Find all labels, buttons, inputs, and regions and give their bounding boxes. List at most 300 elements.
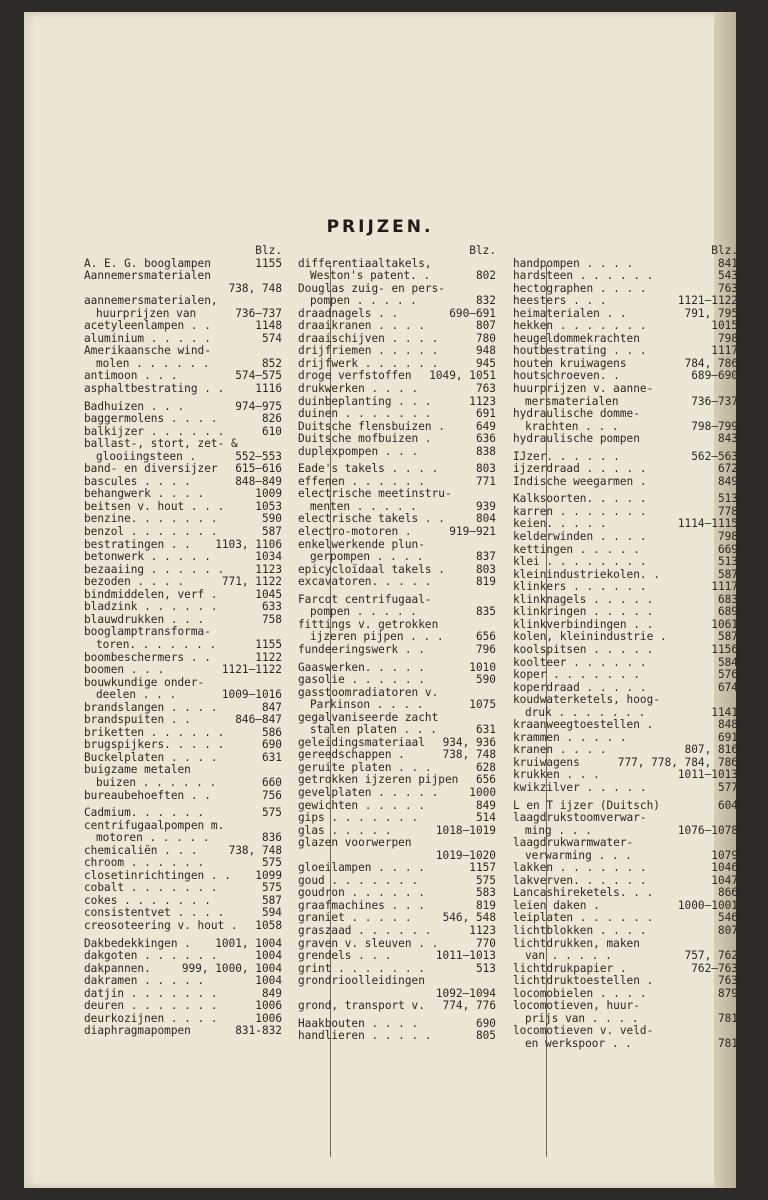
index-term: kelderwinden . . . . bbox=[513, 530, 647, 544]
index-entry bbox=[298, 644, 496, 657]
page-number: 1011—1013 bbox=[435, 949, 496, 963]
page-number: 1047 bbox=[711, 873, 738, 887]
index-term: krachten . . . bbox=[525, 419, 619, 433]
index-term: droge verfstoffen bbox=[298, 369, 412, 383]
page-number: 798 bbox=[717, 331, 738, 345]
index-term: handlieren . . . . . bbox=[298, 1029, 432, 1043]
index-term: koperdraad . . . . . bbox=[513, 680, 647, 694]
index-term: Indische weegarmen . bbox=[513, 474, 647, 488]
page-number: 762—763 bbox=[691, 961, 738, 975]
index-entry bbox=[513, 669, 738, 682]
page-number: 778 bbox=[717, 504, 738, 518]
page-number: 1010 bbox=[469, 660, 496, 674]
page-number: 756 bbox=[261, 788, 282, 802]
index-term: creosoteering v. hout . bbox=[84, 918, 238, 932]
index-term: Badhuizen . . . bbox=[84, 399, 185, 413]
page-number: 543 bbox=[717, 269, 738, 283]
index-term: en werkspoor . . bbox=[525, 1036, 632, 1050]
index-term: duinbeplanting . . . bbox=[298, 394, 432, 408]
page-number: 546 bbox=[717, 911, 738, 925]
page-number: 1092—1094 bbox=[435, 986, 496, 1000]
page-number: 774, 776 bbox=[442, 999, 496, 1013]
index-term: laagdrukwarmwater- bbox=[513, 836, 634, 850]
page-number: 796 bbox=[475, 642, 496, 656]
index-term: klinkringen . . . . . bbox=[513, 605, 654, 619]
page-number: 1000 bbox=[469, 785, 496, 799]
page-number: 586 bbox=[261, 725, 282, 739]
index-term: geruite platen . . . bbox=[298, 760, 432, 774]
page-number: 835 bbox=[475, 605, 496, 619]
page-number: 1076—1078 bbox=[677, 823, 738, 837]
index-term: locomotieven v. veld- bbox=[513, 1024, 654, 1038]
page-number: 948 bbox=[475, 344, 496, 358]
page-number: 604 bbox=[717, 798, 738, 812]
index-entry bbox=[513, 719, 738, 732]
index-entry bbox=[298, 925, 496, 938]
page-number: 1009—1016 bbox=[221, 688, 282, 702]
page-number: 832 bbox=[475, 294, 496, 308]
page-number: 838 bbox=[475, 444, 496, 458]
index-term: geleidingsmateriaal bbox=[298, 735, 425, 749]
page-number: 674 bbox=[717, 680, 738, 694]
index-term: kleinindustriekolen. . bbox=[513, 567, 660, 581]
page-number: 757, 762 bbox=[684, 949, 738, 963]
index-term: acetyleenlampen . . bbox=[84, 319, 211, 333]
column-header: Blz. bbox=[711, 244, 738, 257]
index-entry bbox=[513, 950, 738, 963]
index-entry bbox=[84, 832, 282, 845]
index-term: goud . . . . . . . bbox=[298, 873, 419, 887]
index-term: krammen . . . . . bbox=[513, 730, 627, 744]
index-entry bbox=[298, 749, 496, 762]
index-entry bbox=[298, 446, 496, 459]
index-term: Weston's patent. . bbox=[310, 269, 431, 283]
index-term: datjin . . . . . . . bbox=[84, 986, 218, 1000]
index-entry bbox=[298, 408, 496, 421]
page-number: 1015 bbox=[711, 319, 738, 333]
index-term: gerpompen . . . . bbox=[310, 550, 424, 564]
index-term: ijzeren pijpen . . . bbox=[310, 630, 444, 644]
index-term: boombeschermers . . bbox=[84, 650, 211, 664]
index-term: glazen voorwerpen bbox=[298, 836, 412, 850]
page-number: 562—563 bbox=[691, 449, 738, 463]
index-term: electrische takels . . bbox=[298, 512, 445, 526]
page-number: 1006 bbox=[255, 999, 282, 1013]
index-entry bbox=[298, 1000, 496, 1013]
index-entry bbox=[84, 295, 282, 308]
index-term: bladzink . . . . . . bbox=[84, 600, 218, 614]
index-term: kwikzilver . . . . . bbox=[513, 780, 647, 794]
index-entry bbox=[84, 950, 282, 963]
index-term: electro-motoren . bbox=[298, 525, 412, 539]
page-number: 798 bbox=[717, 530, 738, 544]
index-term: baggermolens . . . . bbox=[84, 412, 218, 426]
page-number: 837 bbox=[475, 550, 496, 564]
index-term: Farcot centrifugaal- bbox=[298, 592, 432, 606]
index-term: toren. . . . . . . bbox=[96, 637, 217, 651]
page-number: 1148 bbox=[255, 319, 282, 333]
index-term: graven v. sleuven . . bbox=[298, 936, 439, 950]
index-term: verwarming . . . bbox=[525, 848, 632, 862]
index-term: graniet . . . . . bbox=[298, 911, 412, 925]
index-term: closetinrichtingen . . bbox=[84, 868, 231, 882]
index-entry bbox=[298, 975, 496, 988]
page-number: 1156 bbox=[711, 642, 738, 656]
page-number: 934, 936 bbox=[442, 735, 496, 749]
index-entry bbox=[513, 295, 738, 308]
index-term: blauwdrukken . . . bbox=[84, 612, 205, 626]
page-number: 656 bbox=[475, 630, 496, 644]
index-term: beitsen v. hout . . . bbox=[84, 499, 225, 513]
page-number: 1075 bbox=[469, 698, 496, 712]
index-entry bbox=[513, 320, 738, 333]
index-term: gevelplaten . . . . . bbox=[298, 785, 439, 799]
index-term: Douglas zuig- en pers- bbox=[298, 281, 445, 295]
index-term: effenen . . . . . . bbox=[298, 474, 425, 488]
page-number: 1155 bbox=[255, 637, 282, 651]
index-term: Buckelplaten . . . . bbox=[84, 750, 218, 764]
page-number: 552—553 bbox=[235, 449, 282, 463]
page-number: 587 bbox=[717, 567, 738, 581]
index-term: prijs van . . . . bbox=[525, 1011, 639, 1025]
page-number: 587 bbox=[717, 630, 738, 644]
page-number: 852 bbox=[261, 356, 282, 370]
index-term: bezaaiing . . . . . . bbox=[84, 562, 225, 576]
index-term: IJzer. . . . . . bbox=[513, 449, 620, 463]
index-term: heimaterialen . . bbox=[513, 306, 627, 320]
page-number: 807 bbox=[475, 319, 496, 333]
index-term: gegalvaniseerde zacht bbox=[298, 710, 439, 724]
index-term: centrifugaalpompen m. bbox=[84, 818, 225, 832]
page-title: PRIJZEN. bbox=[326, 217, 434, 237]
index-entry bbox=[298, 724, 496, 737]
index-term: klinkers . . . . . . bbox=[513, 580, 647, 594]
index-entry bbox=[513, 383, 738, 396]
page-number: 1116 bbox=[255, 382, 282, 396]
index-term: locomotieven, huur- bbox=[513, 999, 640, 1013]
page-number: 974—975 bbox=[235, 399, 282, 413]
index-entry bbox=[513, 606, 738, 619]
index-term: menten . . . . . bbox=[310, 499, 417, 513]
index-term: Parkinson . . . . bbox=[310, 698, 424, 712]
index-entry bbox=[84, 320, 282, 333]
index-term: grondrioolleidingen bbox=[298, 974, 425, 988]
index-term: Haakbouten . . . . bbox=[298, 1016, 419, 1030]
index-term: lichtdrukken, maken bbox=[513, 936, 640, 950]
page-number: 1053 bbox=[255, 499, 282, 513]
page-number: 1019—1020 bbox=[435, 848, 496, 862]
page-number: 689—690 bbox=[691, 369, 738, 383]
page-number: 1046 bbox=[711, 861, 738, 875]
page-number: 805 bbox=[475, 1029, 496, 1043]
index-entry bbox=[513, 476, 738, 489]
page-number: 689 bbox=[717, 605, 738, 619]
page-number: 587 bbox=[261, 525, 282, 539]
index-term: motoren . . . . . bbox=[96, 831, 210, 845]
page-number: 1009 bbox=[255, 487, 282, 501]
index-term: betonwerk . . . . . bbox=[84, 550, 211, 564]
index-term: glas . . . . . bbox=[298, 823, 392, 837]
index-term: gewichten . . . . . bbox=[298, 798, 425, 812]
index-term: drukwerken . . . . bbox=[298, 382, 419, 396]
index-term: buizen . . . . . . bbox=[96, 775, 217, 789]
page-number: 514 bbox=[475, 811, 496, 825]
index-term: fittings v. getrokken bbox=[298, 617, 439, 631]
index-term: behangwerk . . . . bbox=[84, 487, 205, 501]
page-number: 738, 748 bbox=[442, 748, 496, 762]
page-number: 656 bbox=[475, 773, 496, 787]
index-term: graszaad . . . . . . bbox=[298, 923, 432, 937]
index-entry bbox=[84, 975, 282, 988]
index-term: balkijzer . . . . . . bbox=[84, 424, 225, 438]
index-entry bbox=[513, 925, 738, 938]
index-entry bbox=[298, 270, 496, 283]
index-term: leien daken . bbox=[513, 898, 600, 912]
index-entry bbox=[513, 644, 738, 657]
index-entry bbox=[513, 408, 738, 421]
page-number: 791, 795 bbox=[684, 306, 738, 320]
page-number: 784, 786 bbox=[684, 356, 738, 370]
index-term: lichtdruktoestellen . bbox=[513, 974, 654, 988]
page-number: 777, 778, 784, 786 bbox=[617, 755, 738, 769]
index-entry bbox=[84, 1025, 282, 1038]
page-number: 999, 1000, 1004 bbox=[181, 961, 282, 975]
page-number: 577 bbox=[717, 780, 738, 794]
index-entry bbox=[513, 556, 738, 569]
index-term: koolspitsen . . . . . bbox=[513, 642, 654, 656]
index-term: draadnagels . . bbox=[298, 306, 399, 320]
page-number: 738, 748 bbox=[228, 281, 282, 295]
index-entry bbox=[298, 862, 496, 875]
index-entry bbox=[298, 576, 496, 589]
index-term: diaphragmapompen bbox=[84, 1024, 191, 1038]
index-entry bbox=[298, 837, 496, 850]
index-entry bbox=[298, 1030, 496, 1043]
index-term: laagdrukstoomverwar- bbox=[513, 811, 647, 825]
page-number: 691 bbox=[717, 730, 738, 744]
index-term: koudwaterketels, hoog- bbox=[513, 693, 660, 707]
page-number: 939 bbox=[475, 499, 496, 513]
index-entry bbox=[513, 862, 738, 875]
index-term: druk . . . . . . . bbox=[525, 705, 646, 719]
index-entry bbox=[84, 920, 282, 933]
index-term: dakramen . . . . . bbox=[84, 974, 205, 988]
index-entry bbox=[84, 857, 282, 870]
page-number: 1157 bbox=[469, 861, 496, 875]
page-number: 513 bbox=[717, 555, 738, 569]
index-term: electrische meetinstru- bbox=[298, 487, 452, 501]
index-entry bbox=[298, 295, 496, 308]
page-number: 763 bbox=[475, 382, 496, 396]
page-number: 807 bbox=[717, 923, 738, 937]
page-number: 669 bbox=[717, 542, 738, 556]
index-entry bbox=[298, 887, 496, 900]
page-number: 631 bbox=[261, 750, 282, 764]
index-entry bbox=[84, 576, 282, 589]
page-number: 1141 bbox=[711, 705, 738, 719]
index-entry bbox=[298, 674, 496, 687]
index-term: getrokken ijzeren pijpen bbox=[298, 773, 459, 787]
index-term: hydraulische domme- bbox=[513, 407, 640, 421]
index-term: kranen . . . . bbox=[513, 743, 607, 757]
index-term: brugspijkers. . . . . bbox=[84, 738, 225, 752]
page-number: 738, 748 bbox=[228, 843, 282, 857]
index-term: handpompen . . . . bbox=[513, 256, 634, 270]
index-term: hardsteen . . . . . . bbox=[513, 269, 654, 283]
index-term: benzol . . . . . . . bbox=[84, 525, 218, 539]
index-term: glooiingsteen . bbox=[96, 449, 197, 463]
column-header: Blz. bbox=[255, 244, 282, 257]
index-term: mersmaterialen bbox=[525, 394, 619, 408]
page-number: 683 bbox=[717, 592, 738, 606]
index-term: huurprijzen van bbox=[96, 306, 197, 320]
index-term: cobalt . . . . . . . bbox=[84, 881, 218, 895]
page-number: 574 bbox=[261, 331, 282, 345]
index-term: grendels . . . bbox=[298, 949, 392, 963]
index-term: lakverven. . . . . . bbox=[513, 873, 647, 887]
page-number: 1001, 1004 bbox=[215, 936, 282, 950]
index-column-2 bbox=[298, 245, 496, 1043]
index-term: grond, transport v. bbox=[298, 999, 425, 1013]
index-entry bbox=[298, 433, 496, 446]
page-number: 763 bbox=[717, 974, 738, 988]
index-term: houtschroeven. . bbox=[513, 369, 620, 383]
page-number: 610 bbox=[261, 424, 282, 438]
index-term: bureaubehoeften . . bbox=[84, 788, 211, 802]
page-number: 575 bbox=[261, 881, 282, 895]
index-term: draaikranen . . . . bbox=[298, 319, 425, 333]
index-term: chemicaliën . . . bbox=[84, 843, 198, 857]
page-number: 843 bbox=[717, 432, 738, 446]
page-number: 1006 bbox=[255, 1011, 282, 1025]
index-term: Amerikaansche wind- bbox=[84, 344, 211, 358]
index-entry bbox=[513, 1038, 738, 1051]
page-number: 841 bbox=[717, 256, 738, 270]
index-term: enkelwerkende plun- bbox=[298, 537, 425, 551]
index-term: L en T ijzer (Duitsch) bbox=[513, 798, 660, 812]
page-number: 819 bbox=[475, 898, 496, 912]
page-number: 1155 bbox=[255, 256, 282, 270]
index-term: hectographen . . . . bbox=[513, 281, 647, 295]
index-term: gloeilampen . . . . bbox=[298, 861, 425, 875]
index-term: Kalksoorten. . . . . bbox=[513, 492, 647, 506]
page-number: 628 bbox=[475, 760, 496, 774]
index-entry bbox=[513, 975, 738, 988]
index-entry bbox=[84, 438, 282, 451]
page-number: 1123 bbox=[469, 923, 496, 937]
index-term: Duitsche flensbuizen . bbox=[298, 419, 445, 433]
page-number: 636 bbox=[475, 432, 496, 446]
page-number: 770 bbox=[475, 936, 496, 950]
page-number: 849 bbox=[717, 474, 738, 488]
page-number: 691 bbox=[475, 407, 496, 421]
page-number: 513 bbox=[475, 961, 496, 975]
page-number: 1049, 1051 bbox=[429, 369, 496, 383]
index-term: huurprijzen v. aanne- bbox=[513, 382, 654, 396]
page-number: 846—847 bbox=[235, 713, 282, 727]
index-term: asphaltbestrating . . bbox=[84, 382, 225, 396]
index-term: klinknagels . . . . . bbox=[513, 592, 654, 606]
index-term: heugeldommekrachten bbox=[513, 331, 640, 345]
index-entry bbox=[84, 882, 282, 895]
index-term: gasolie . . . . . . bbox=[298, 673, 425, 687]
index-term: pompen . . . . . bbox=[310, 294, 417, 308]
page-number: 803 bbox=[475, 462, 496, 476]
page-number: 690—691 bbox=[449, 306, 496, 320]
index-term: bestratingen . . bbox=[84, 537, 191, 551]
page-number: 1079 bbox=[711, 848, 738, 862]
index-entry bbox=[84, 664, 282, 677]
index-term: briketten . . . . . . bbox=[84, 725, 225, 739]
index-entry bbox=[513, 463, 738, 476]
index-term: excavatoren. . . . . bbox=[298, 575, 432, 589]
page-number: 1099 bbox=[255, 868, 282, 882]
index-term: koolteer . . . . . . bbox=[513, 655, 647, 669]
page-number: 1018—1019 bbox=[435, 823, 496, 837]
page-number: 649 bbox=[475, 419, 496, 433]
index-entry bbox=[513, 837, 738, 850]
page-number: 849 bbox=[475, 798, 496, 812]
page-number: 879 bbox=[717, 986, 738, 1000]
index-entry bbox=[513, 887, 738, 900]
index-entry bbox=[513, 694, 738, 707]
index-term: kraanweegtoestellen . bbox=[513, 718, 654, 732]
index-term: bascules . . . . bbox=[84, 474, 191, 488]
index-term: bezoden . . . . bbox=[84, 575, 185, 589]
index-term: differentiaaltakels, bbox=[298, 256, 432, 270]
page-number: 804 bbox=[475, 512, 496, 526]
page-number: 826 bbox=[261, 412, 282, 426]
index-term: houtbestrating . . . bbox=[513, 344, 647, 358]
page-number: 866 bbox=[717, 886, 738, 900]
page-number: 672 bbox=[717, 462, 738, 476]
index-term: brandspuiten . . bbox=[84, 713, 191, 727]
index-entry bbox=[84, 714, 282, 727]
page-number: 1122 bbox=[255, 650, 282, 664]
index-term: duinen . . . . . . . bbox=[298, 407, 432, 421]
page-number: 736—737 bbox=[235, 306, 282, 320]
index-term: kolen, kleinindustrie . bbox=[513, 630, 667, 644]
index-entry bbox=[513, 433, 738, 446]
index-term: fundeeringswerk . . bbox=[298, 642, 425, 656]
page-number: 1123 bbox=[255, 562, 282, 576]
index-term: hekken . . . . . . . bbox=[513, 319, 647, 333]
index-term: klei . . . . . . . . bbox=[513, 555, 647, 569]
index-entry bbox=[513, 270, 738, 283]
index-entry bbox=[298, 551, 496, 564]
page-number: 771, 1122 bbox=[221, 575, 282, 589]
index-entry bbox=[84, 601, 282, 614]
index-term: booglamptransforma- bbox=[84, 625, 211, 639]
index-term: deelen . . . bbox=[96, 688, 177, 702]
index-term: krukken . . . bbox=[513, 768, 600, 782]
page-number: 1121—1122 bbox=[677, 294, 738, 308]
index-term: dakgoten . . . . . . bbox=[84, 949, 218, 963]
index-entry bbox=[84, 1000, 282, 1013]
page-number: 690 bbox=[475, 1016, 496, 1030]
page-number: 594 bbox=[261, 906, 282, 920]
page-number: 919—921 bbox=[449, 525, 496, 539]
index-term: band- en diversijzer bbox=[84, 462, 218, 476]
page-number: 690 bbox=[261, 738, 282, 752]
index-term: Dakbedekkingen . bbox=[84, 936, 191, 950]
page-number: 576 bbox=[717, 668, 738, 682]
page-number: 633 bbox=[261, 600, 282, 614]
page-number: 1123 bbox=[469, 394, 496, 408]
index-term: graafmachines . . . bbox=[298, 898, 425, 912]
index-term: locomobielen . . . . bbox=[513, 986, 647, 1000]
index-term: gasstoomradiatoren v. bbox=[298, 685, 439, 699]
